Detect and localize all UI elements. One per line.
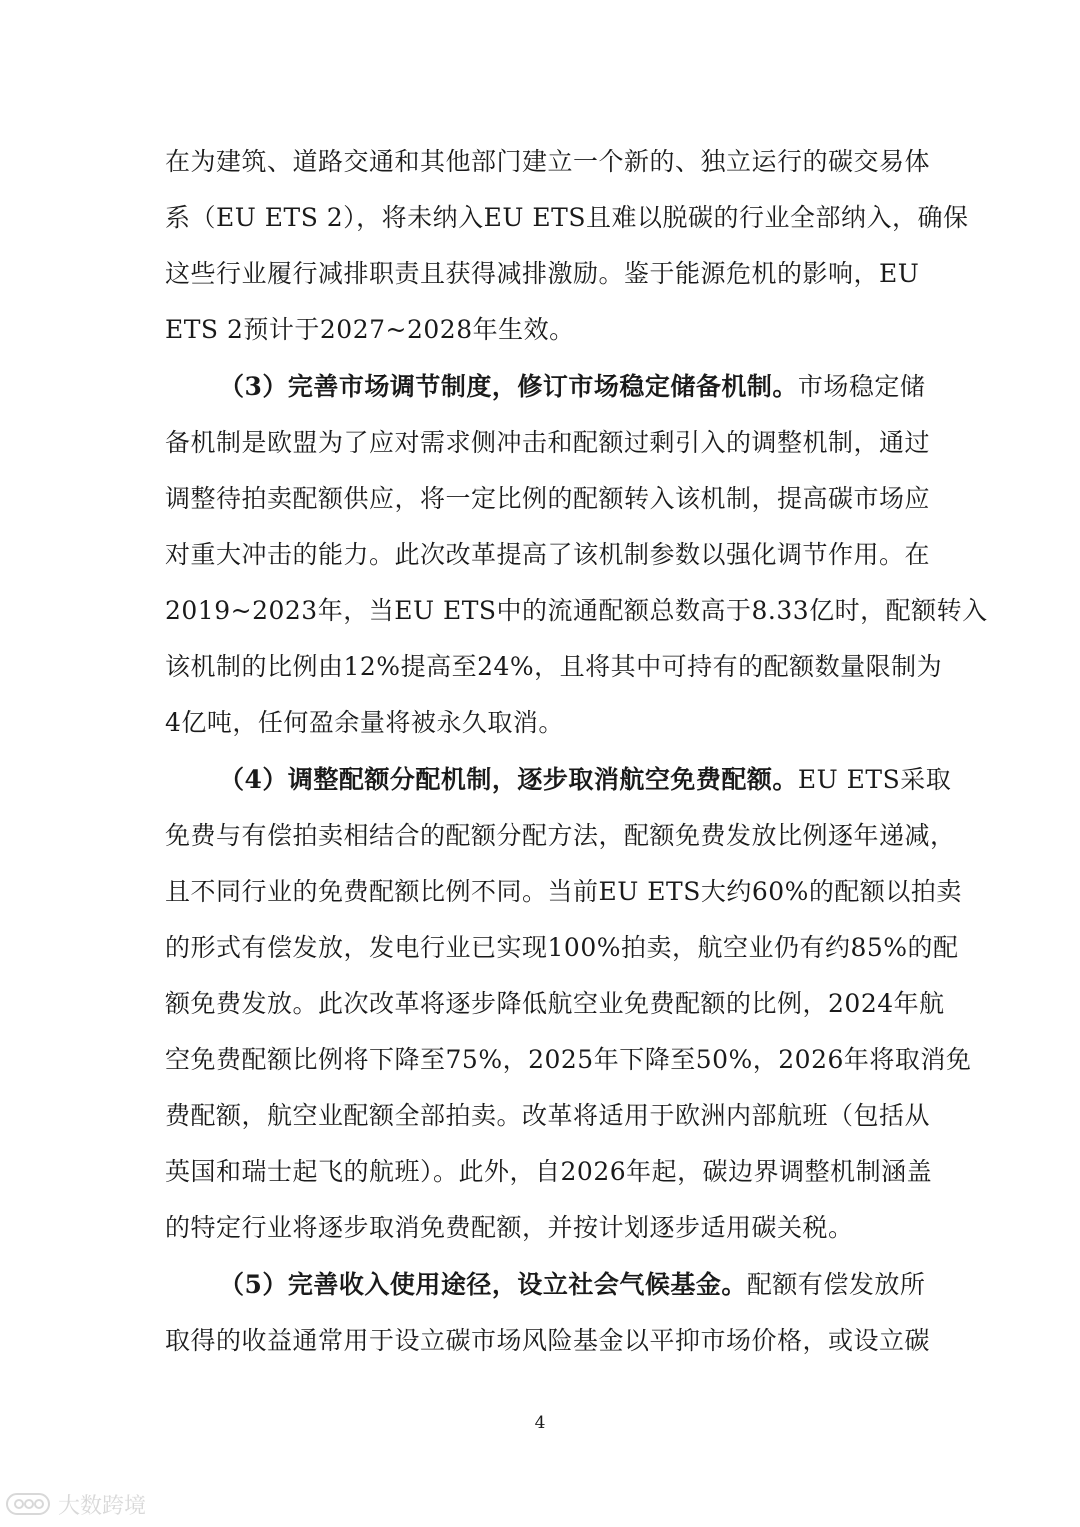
paragraph-3-lead-text: EU ETS采取: [797, 765, 952, 794]
paragraph-1-line-1: 在为建筑、道路交通和其他部门建立一个新的、独立运行的碳交易体: [165, 147, 931, 176]
paragraph-1-line-2: 系（EU ETS 2），将未纳入EU ETS且难以脱碳的行业全部纳入，确保: [165, 203, 969, 232]
paragraph-4-line-2: 取得的收益通常用于设立碳市场风险基金以平抑市场价格，或设立碳: [165, 1326, 931, 1355]
paragraph-2-line-2: 备机制是欧盟为了应对需求侧冲击和配额过剩引入的调整机制，通过: [165, 428, 931, 457]
paragraph-4-heading: （5）完善收入使用途径，设立社会气候基金。: [219, 1270, 747, 1299]
paragraph-3-line-7: 费配额，航空业配额全部拍卖。改革将适用于欧洲内部航班（包括从: [165, 1101, 931, 1130]
paragraph-4-line-1: [219, 1265, 926, 1305]
paragraph-1-line-4: ETS 2预计于2027~2028年生效。: [165, 315, 575, 344]
paragraph-4-lead-text: 配额有偿发放所: [746, 1270, 926, 1299]
paragraph-2-heading: （3）完善市场调节制度，修订市场稳定储备机制。: [219, 372, 798, 401]
paragraph-3-line-5: 额免费发放。此次改革将逐步降低航空业免费配额的比例，2024年航: [165, 989, 945, 1018]
paragraph-3-line-4: 的形式有偿发放，发电行业已实现100%拍卖，航空业仍有约85%的配: [165, 933, 959, 962]
paragraph-2-lead-text: 市场稳定储: [797, 372, 926, 401]
paragraph-2-line-5: 2019~2023年，当EU ETS中的流通配额总数高于8.33亿时，配额转入: [165, 596, 988, 625]
paragraph-3-line-8: 英国和瑞士起飞的航班）。此外，自2026年起，碳边界调整机制涵盖: [165, 1157, 933, 1186]
paragraph-2-line-1: [219, 367, 926, 407]
paragraph-3-heading: （4）调整配额分配机制，逐步取消航空免费配额。: [219, 765, 798, 794]
paragraph-3-line-9: 的特定行业将逐步取消免费配额，并按计划逐步适用碳关税。: [165, 1213, 854, 1242]
watermark-logo-icon: [6, 1491, 52, 1517]
paragraph-2-line-4: 对重大冲击的能力。此次改革提高了该机制参数以强化调节作用。在: [165, 540, 931, 569]
watermark: [6, 1488, 146, 1520]
paragraph-2-line-7: 4亿吨，任何盈余量将被永久取消。: [165, 708, 564, 737]
paragraph-2-line-6: 该机制的比例由12%提高至24%，且将其中可持有的配额数量限制为: [165, 652, 943, 681]
paragraph-2-line-3: 调整待拍卖配额供应，将一定比例的配额转入该机制，提高碳市场应: [165, 484, 931, 513]
page-number: 4: [534, 1413, 546, 1433]
paragraph-3-line-6: 空免费配额比例将下降至75%，2025年下降至50%，2026年将取消免: [165, 1045, 972, 1074]
paragraph-3-line-2: 免费与有偿拍卖相结合的配额分配方法，配额免费发放比例逐年递减，: [165, 821, 956, 850]
paragraph-3-line-3: 且不同行业的免费配额比例不同。当前EU ETS大约60%的配额以拍卖: [165, 877, 962, 906]
paragraph-3-line-1: [219, 760, 952, 800]
paragraph-1-line-3: 这些行业履行减排职责且获得减排激励。鉴于能源危机的影响，EU: [165, 259, 920, 288]
watermark-text: 大数跨境: [58, 1493, 147, 1519]
